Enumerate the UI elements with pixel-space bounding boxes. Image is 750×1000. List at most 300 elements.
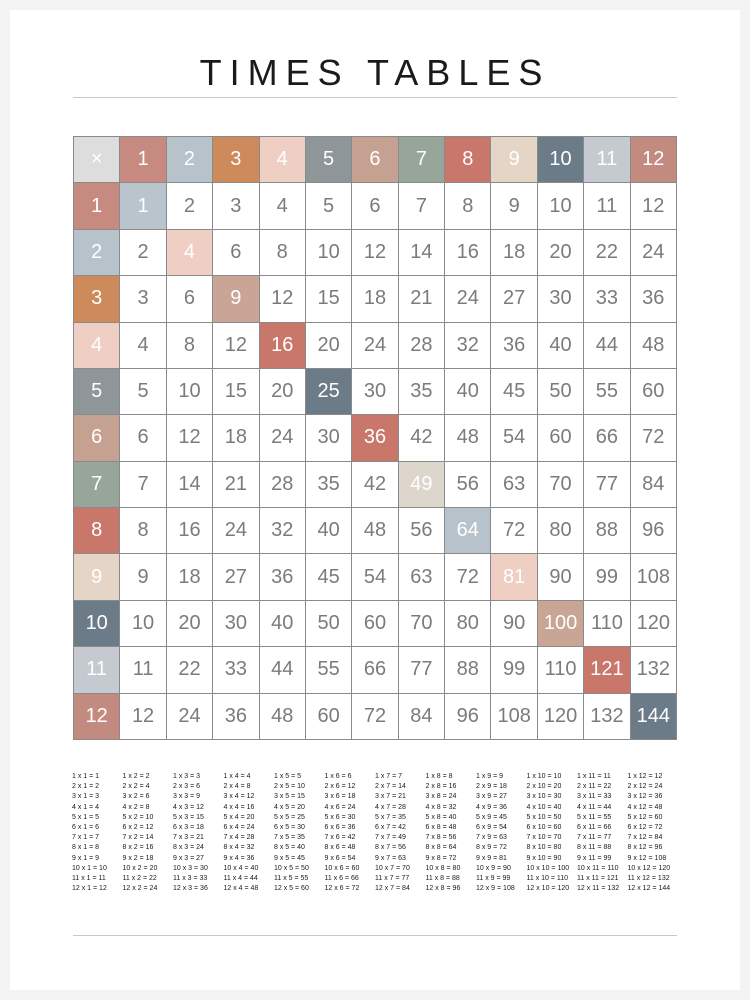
fact-line: 12 x 6 = 72 xyxy=(324,885,360,893)
fact-line: 11 x 12 = 132 xyxy=(627,875,670,883)
product-cell: 40 xyxy=(538,323,584,369)
fact-line: 6 x 5 = 30 xyxy=(274,824,305,832)
product-cell: 6 xyxy=(352,183,398,229)
fact-line: 10 x 9 = 90 xyxy=(476,864,511,872)
product-cell: 42 xyxy=(399,415,445,461)
square-cell: 49 xyxy=(399,462,445,508)
fact-line: 5 x 3 = 15 xyxy=(173,813,204,821)
fact-line: 5 x 6 = 30 xyxy=(324,813,356,821)
fact-line: 2 x 3 = 6 xyxy=(173,783,201,791)
product-cell: 27 xyxy=(491,276,537,322)
fact-line: 9 x 12 = 108 xyxy=(627,854,667,862)
fact-line: 9 x 8 = 72 xyxy=(425,854,457,862)
product-cell: 4 xyxy=(260,183,306,229)
fact-line: 12 x 12 = 144 xyxy=(627,885,671,893)
fact-line: 10 x 4 = 40 xyxy=(223,864,259,872)
product-cell: 70 xyxy=(538,462,584,508)
product-cell: 24 xyxy=(260,415,306,461)
fact-line: 1 x 3 = 3 xyxy=(173,773,201,780)
fact-line: 2 x 12 = 24 xyxy=(627,783,663,791)
fact-line: 2 x 1 = 2 xyxy=(72,783,100,791)
fact-line: 11 x 4 = 44 xyxy=(223,875,258,883)
fact-line: 2 x 9 = 18 xyxy=(476,783,507,791)
product-cell: 20 xyxy=(167,601,213,647)
product-cell: 16 xyxy=(445,230,491,276)
facts-column xyxy=(476,772,527,902)
product-cell: 11 xyxy=(120,647,166,693)
product-cell: 9 xyxy=(120,554,166,600)
product-cell: 63 xyxy=(491,462,537,508)
product-cell: 28 xyxy=(399,323,445,369)
fact-line: 10 x 7 = 70 xyxy=(375,864,410,872)
row-header: 1 xyxy=(74,183,120,229)
row-header: 3 xyxy=(74,276,120,322)
fact-line: 1 x 9 = 9 xyxy=(476,773,504,780)
fact-line: 7 x 2 = 14 xyxy=(122,834,154,842)
product-cell: 72 xyxy=(491,508,537,554)
fact-line: 7 x 12 = 84 xyxy=(627,834,663,842)
product-cell: 40 xyxy=(260,601,306,647)
fact-line: 10 x 8 = 80 xyxy=(425,864,461,872)
product-cell: 2 xyxy=(167,183,213,229)
fact-line: 2 x 11 = 22 xyxy=(577,783,612,791)
product-cell: 90 xyxy=(538,554,584,600)
product-cell: 8 xyxy=(260,230,306,276)
fact-line: 2 x 7 = 14 xyxy=(375,783,406,791)
fact-line: 8 x 4 = 32 xyxy=(223,844,255,852)
fact-line: 4 x 9 = 36 xyxy=(476,803,507,811)
fact-line: 9 x 6 = 54 xyxy=(324,854,356,862)
facts-column xyxy=(224,772,275,902)
product-cell: 110 xyxy=(584,601,630,647)
product-cell: 48 xyxy=(352,508,398,554)
fact-line: 6 x 8 = 48 xyxy=(425,824,457,832)
fact-line: 8 x 6 = 48 xyxy=(324,844,356,852)
fact-line: 8 x 1 = 8 xyxy=(72,844,100,852)
fact-line: 3 x 3 = 9 xyxy=(173,793,201,801)
fact-line: 5 x 8 = 40 xyxy=(425,813,457,821)
square-cell: 64 xyxy=(445,508,491,554)
product-cell: 12 xyxy=(120,694,166,740)
product-cell: 18 xyxy=(167,554,213,600)
fact-line: 9 x 5 = 45 xyxy=(274,854,305,862)
product-cell: 40 xyxy=(445,369,491,415)
fact-line: 5 x 9 = 45 xyxy=(476,813,507,821)
fact-line: 4 x 6 = 24 xyxy=(324,803,356,811)
fact-line: 4 x 7 = 28 xyxy=(375,803,406,811)
facts-column xyxy=(527,772,578,902)
row-header: 2 xyxy=(74,230,120,276)
product-cell: 24 xyxy=(352,323,398,369)
square-cell: 9 xyxy=(213,276,259,322)
product-cell: 22 xyxy=(167,647,213,693)
product-cell: 15 xyxy=(213,369,259,415)
fact-line: 8 x 5 = 40 xyxy=(274,844,305,852)
column-header: 9 xyxy=(491,137,537,183)
fact-line: 4 x 5 = 20 xyxy=(274,803,305,811)
facts-list xyxy=(72,772,678,902)
fact-line: 12 x 4 = 48 xyxy=(223,885,259,893)
product-cell: 36 xyxy=(213,694,259,740)
product-cell: 132 xyxy=(584,694,630,740)
fact-line: 9 x 11 = 99 xyxy=(577,854,612,862)
fact-line: 6 x 7 = 42 xyxy=(375,824,406,832)
product-cell: 30 xyxy=(213,601,259,647)
fact-line: 7 x 11 = 77 xyxy=(577,834,612,842)
fact-line: 10 x 3 = 30 xyxy=(173,864,208,872)
product-cell: 12 xyxy=(167,415,213,461)
product-cell: 88 xyxy=(584,508,630,554)
fact-line: 10 x 2 = 20 xyxy=(122,864,158,872)
fact-line: 3 x 11 = 33 xyxy=(577,793,612,801)
square-cell: 100 xyxy=(538,601,584,647)
fact-line: 4 x 4 = 16 xyxy=(223,803,255,811)
product-cell: 3 xyxy=(213,183,259,229)
product-cell: 22 xyxy=(584,230,630,276)
product-cell: 14 xyxy=(399,230,445,276)
product-cell: 72 xyxy=(445,554,491,600)
fact-line: 7 x 7 = 49 xyxy=(375,834,406,842)
fact-line: 5 x 4 = 20 xyxy=(223,813,255,821)
fact-line: 3 x 12 = 36 xyxy=(627,793,663,801)
fact-line: 10 x 10 = 100 xyxy=(526,864,570,872)
fact-line: 1 x 1 = 1 xyxy=(72,773,100,780)
product-cell: 56 xyxy=(399,508,445,554)
fact-line: 5 x 7 = 35 xyxy=(375,813,406,821)
product-cell: 18 xyxy=(352,276,398,322)
fact-line: 2 x 2 = 4 xyxy=(122,783,150,791)
fact-line: 1 x 6 = 6 xyxy=(324,773,352,780)
fact-line: 3 x 6 = 18 xyxy=(324,793,356,801)
fact-line: 3 x 1 = 3 xyxy=(72,793,100,801)
product-cell: 110 xyxy=(538,647,584,693)
product-cell: 40 xyxy=(306,508,352,554)
product-cell: 72 xyxy=(631,415,677,461)
row-header: 6 xyxy=(74,415,120,461)
fact-line: 6 x 9 = 54 xyxy=(476,824,507,832)
product-cell: 15 xyxy=(306,276,352,322)
fact-line: 4 x 2 = 8 xyxy=(122,803,150,811)
fact-line: 10 x 11 = 110 xyxy=(577,864,619,872)
product-cell: 8 xyxy=(445,183,491,229)
fact-line: 11 x 3 = 33 xyxy=(173,875,208,883)
facts-column xyxy=(325,772,376,902)
product-cell: 50 xyxy=(306,601,352,647)
fact-line: 3 x 9 = 27 xyxy=(476,793,507,801)
fact-line: 9 x 10 = 90 xyxy=(526,854,562,862)
product-cell: 33 xyxy=(213,647,259,693)
product-cell: 8 xyxy=(167,323,213,369)
fact-line: 3 x 7 = 21 xyxy=(375,793,406,801)
fact-line: 9 x 9 = 81 xyxy=(476,854,507,862)
product-cell: 50 xyxy=(538,369,584,415)
fact-line: 6 x 10 = 60 xyxy=(526,824,562,832)
product-cell: 32 xyxy=(260,508,306,554)
product-cell: 96 xyxy=(445,694,491,740)
fact-line: 12 x 11 = 132 xyxy=(577,885,620,893)
product-cell: 80 xyxy=(445,601,491,647)
row-header: 4 xyxy=(74,323,120,369)
multiplication-grid xyxy=(73,136,677,740)
fact-line: 12 x 9 = 108 xyxy=(476,885,515,893)
fact-line: 3 x 10 = 30 xyxy=(526,793,562,801)
product-cell: 77 xyxy=(399,647,445,693)
product-cell: 14 xyxy=(167,462,213,508)
product-cell: 4 xyxy=(120,323,166,369)
product-cell: 16 xyxy=(167,508,213,554)
fact-line: 1 x 4 = 4 xyxy=(223,773,251,780)
product-cell: 36 xyxy=(631,276,677,322)
fact-line: 8 x 7 = 56 xyxy=(375,844,406,852)
product-cell: 12 xyxy=(631,183,677,229)
column-header: 1 xyxy=(120,137,166,183)
fact-line: 2 x 5 = 10 xyxy=(274,783,305,791)
column-header: 8 xyxy=(445,137,491,183)
fact-line: 8 x 8 = 64 xyxy=(425,844,457,852)
fact-line: 8 x 10 = 80 xyxy=(526,844,562,852)
product-cell: 60 xyxy=(538,415,584,461)
square-cell: 25 xyxy=(306,369,352,415)
product-cell: 12 xyxy=(213,323,259,369)
product-cell: 72 xyxy=(352,694,398,740)
fact-line: 8 x 9 = 72 xyxy=(476,844,507,852)
fact-line: 12 x 3 = 36 xyxy=(173,885,208,893)
column-header: 7 xyxy=(399,137,445,183)
product-cell: 66 xyxy=(584,415,630,461)
fact-line: 1 x 11 = 11 xyxy=(577,773,611,780)
product-cell: 48 xyxy=(445,415,491,461)
row-header: 9 xyxy=(74,554,120,600)
fact-line: 1 x 5 = 5 xyxy=(274,773,302,780)
fact-line: 8 x 3 = 24 xyxy=(173,844,204,852)
product-cell: 99 xyxy=(584,554,630,600)
fact-line: 5 x 5 = 25 xyxy=(274,813,305,821)
fact-line: 3 x 2 = 6 xyxy=(122,793,150,801)
product-cell: 35 xyxy=(399,369,445,415)
fact-line: 8 x 11 = 88 xyxy=(577,844,612,852)
fact-line: 10 x 5 = 50 xyxy=(274,864,309,872)
square-cell: 36 xyxy=(352,415,398,461)
fact-line: 11 x 10 = 110 xyxy=(526,875,569,883)
facts-column xyxy=(628,772,679,902)
product-cell: 35 xyxy=(306,462,352,508)
fact-line: 5 x 12 = 60 xyxy=(627,813,663,821)
column-header: 2 xyxy=(167,137,213,183)
product-cell: 54 xyxy=(491,415,537,461)
product-cell: 10 xyxy=(120,601,166,647)
fact-line: 6 x 2 = 12 xyxy=(122,824,154,832)
fact-line: 7 x 10 = 70 xyxy=(526,834,562,842)
fact-line: 11 x 5 = 55 xyxy=(274,875,309,883)
product-cell: 6 xyxy=(120,415,166,461)
square-cell: 144 xyxy=(631,694,677,740)
product-cell: 45 xyxy=(491,369,537,415)
fact-line: 10 x 12 = 120 xyxy=(627,864,671,872)
product-cell: 21 xyxy=(399,276,445,322)
fact-line: 6 x 1 = 6 xyxy=(72,824,100,832)
product-cell: 32 xyxy=(445,323,491,369)
fact-line: 7 x 6 = 42 xyxy=(324,834,356,842)
fact-line: 11 x 2 = 22 xyxy=(122,875,157,883)
fact-line: 7 x 3 = 21 xyxy=(173,834,204,842)
product-cell: 48 xyxy=(260,694,306,740)
square-cell: 1 xyxy=(120,183,166,229)
product-cell: 12 xyxy=(260,276,306,322)
fact-line: 2 x 8 = 16 xyxy=(425,783,457,791)
facts-column xyxy=(173,772,224,902)
product-cell: 11 xyxy=(584,183,630,229)
fact-line: 12 x 8 = 96 xyxy=(425,885,461,893)
product-cell: 63 xyxy=(399,554,445,600)
product-cell: 28 xyxy=(260,462,306,508)
fact-line: 9 x 7 = 63 xyxy=(375,854,406,862)
product-cell: 66 xyxy=(352,647,398,693)
row-header: 12 xyxy=(74,694,120,740)
fact-line: 11 x 9 = 99 xyxy=(476,875,511,883)
fact-line: 12 x 7 = 84 xyxy=(375,885,410,893)
top-divider xyxy=(73,97,677,98)
product-cell: 5 xyxy=(306,183,352,229)
fact-line: 11 x 11 = 121 xyxy=(577,875,619,883)
fact-line: 4 x 3 = 12 xyxy=(173,803,204,811)
product-cell: 10 xyxy=(306,230,352,276)
product-cell: 20 xyxy=(260,369,306,415)
fact-line: 9 x 3 = 27 xyxy=(173,854,204,862)
product-cell: 30 xyxy=(538,276,584,322)
row-header: 5 xyxy=(74,369,120,415)
fact-line: 1 x 2 = 2 xyxy=(122,773,150,780)
product-cell: 108 xyxy=(631,554,677,600)
fact-line: 7 x 5 = 35 xyxy=(274,834,305,842)
fact-line: 11 x 6 = 66 xyxy=(324,875,359,883)
fact-line: 12 x 2 = 24 xyxy=(122,885,158,893)
product-cell: 10 xyxy=(167,369,213,415)
column-header: 11 xyxy=(584,137,630,183)
fact-line: 6 x 3 = 18 xyxy=(173,824,204,832)
product-cell: 5 xyxy=(120,369,166,415)
product-cell: 42 xyxy=(352,462,398,508)
product-cell: 24 xyxy=(445,276,491,322)
facts-column xyxy=(123,772,174,902)
product-cell: 99 xyxy=(491,647,537,693)
fact-line: 6 x 4 = 24 xyxy=(223,824,255,832)
column-header: 3 xyxy=(213,137,259,183)
product-cell: 120 xyxy=(538,694,584,740)
product-cell: 8 xyxy=(120,508,166,554)
fact-line: 10 x 6 = 60 xyxy=(324,864,360,872)
fact-line: 7 x 9 = 63 xyxy=(476,834,507,842)
page-title: TIMES TABLES xyxy=(199,52,551,93)
square-cell: 121 xyxy=(584,647,630,693)
fact-line: 4 x 10 = 40 xyxy=(526,803,562,811)
fact-line: 3 x 4 = 12 xyxy=(223,793,255,801)
product-cell: 48 xyxy=(631,323,677,369)
fact-line: 1 x 7 = 7 xyxy=(375,773,403,780)
product-cell: 6 xyxy=(213,230,259,276)
product-cell: 84 xyxy=(631,462,677,508)
fact-line: 2 x 4 = 8 xyxy=(223,783,251,791)
product-cell: 3 xyxy=(120,276,166,322)
fact-line: 5 x 1 = 5 xyxy=(72,813,100,821)
product-cell: 60 xyxy=(631,369,677,415)
product-cell: 55 xyxy=(584,369,630,415)
product-cell: 18 xyxy=(491,230,537,276)
product-cell: 20 xyxy=(306,323,352,369)
product-cell: 33 xyxy=(584,276,630,322)
product-cell: 120 xyxy=(631,601,677,647)
fact-line: 1 x 8 = 8 xyxy=(425,773,453,780)
column-header: 4 xyxy=(260,137,306,183)
fact-line: 1 x 10 = 10 xyxy=(526,773,562,780)
fact-line: 4 x 1 = 4 xyxy=(72,803,100,811)
fact-line: 12 x 1 = 12 xyxy=(72,885,107,893)
fact-line: 4 x 11 = 44 xyxy=(577,803,612,811)
product-cell: 27 xyxy=(213,554,259,600)
product-cell: 90 xyxy=(491,601,537,647)
square-cell: 16 xyxy=(260,323,306,369)
product-cell: 30 xyxy=(306,415,352,461)
row-header: 10 xyxy=(74,601,120,647)
product-cell: 44 xyxy=(260,647,306,693)
row-header: 8 xyxy=(74,508,120,554)
fact-line: 7 x 1 = 7 xyxy=(72,834,100,842)
fact-line: 5 x 2 = 10 xyxy=(122,813,154,821)
bottom-divider xyxy=(73,935,677,936)
row-header: 11 xyxy=(74,647,120,693)
column-header: 6 xyxy=(352,137,398,183)
fact-line: 9 x 4 = 36 xyxy=(223,854,255,862)
product-cell: 7 xyxy=(120,462,166,508)
fact-line: 11 x 8 = 88 xyxy=(425,875,460,883)
fact-line: 6 x 11 = 66 xyxy=(577,824,612,832)
column-header: 12 xyxy=(631,137,677,183)
product-cell: 18 xyxy=(213,415,259,461)
column-header: 5 xyxy=(306,137,352,183)
product-cell: 24 xyxy=(167,694,213,740)
fact-line: 4 x 8 = 32 xyxy=(425,803,457,811)
product-cell: 24 xyxy=(631,230,677,276)
fact-line: 4 x 12 = 48 xyxy=(627,803,663,811)
facts-column xyxy=(72,772,123,902)
product-cell: 60 xyxy=(306,694,352,740)
facts-column xyxy=(274,772,325,902)
fact-line: 3 x 8 = 24 xyxy=(425,793,457,801)
facts-column xyxy=(375,772,426,902)
fact-line: 8 x 2 = 16 xyxy=(122,844,154,852)
product-cell: 6 xyxy=(167,276,213,322)
product-cell: 84 xyxy=(399,694,445,740)
facts-column xyxy=(577,772,628,902)
product-cell: 70 xyxy=(399,601,445,647)
fact-line: 5 x 11 = 55 xyxy=(577,813,612,821)
product-cell: 108 xyxy=(491,694,537,740)
product-cell: 96 xyxy=(631,508,677,554)
product-cell: 54 xyxy=(352,554,398,600)
facts-column xyxy=(426,772,477,902)
product-cell: 132 xyxy=(631,647,677,693)
product-cell: 60 xyxy=(352,601,398,647)
fact-line: 10 x 1 = 10 xyxy=(72,864,107,872)
product-cell: 36 xyxy=(260,554,306,600)
fact-line: 6 x 12 = 72 xyxy=(627,824,663,832)
fact-line: 9 x 1 = 9 xyxy=(72,854,100,862)
product-cell: 45 xyxy=(306,554,352,600)
product-cell: 55 xyxy=(306,647,352,693)
fact-line: 8 x 12 = 96 xyxy=(627,844,663,852)
product-cell: 21 xyxy=(213,462,259,508)
product-cell: 9 xyxy=(491,183,537,229)
fact-line: 12 x 5 = 60 xyxy=(274,885,309,893)
